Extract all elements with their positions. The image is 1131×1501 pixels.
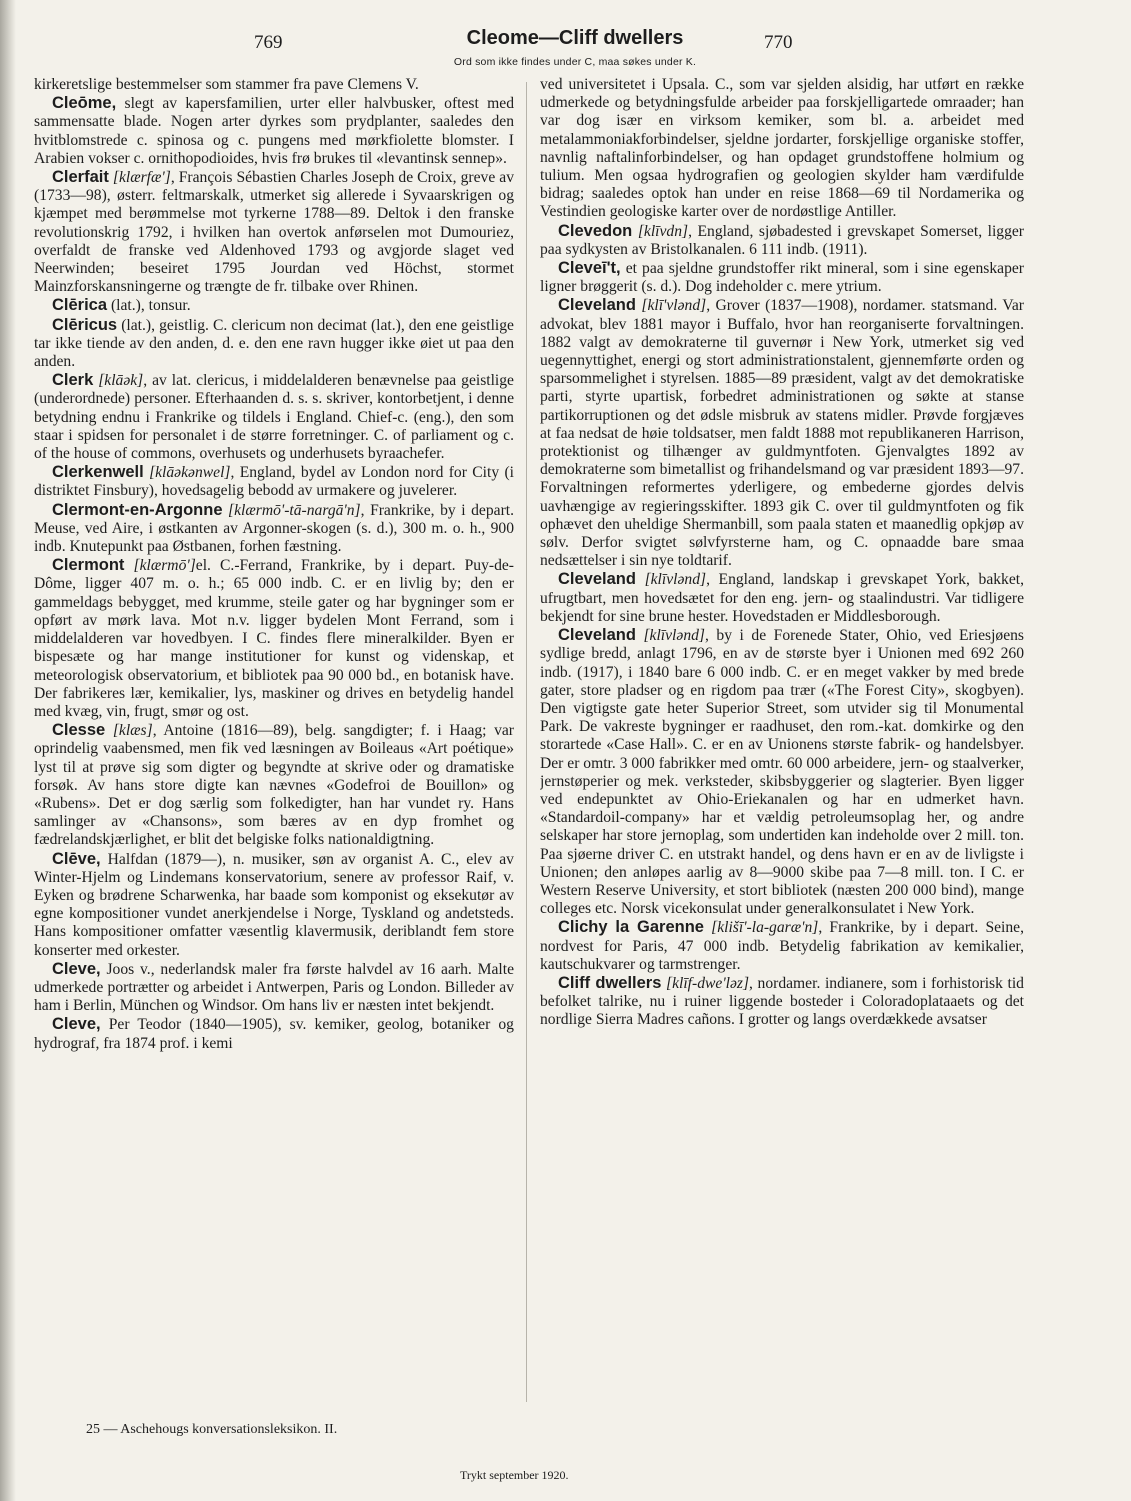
lexicon-entry	[540, 570, 1024, 626]
entry-text: , Antoine (1816—89), belg. sangdigter; f. i Haag; var oprindelig vaabensmed, men fik ved læsningen av Boileaus «Art poétique» lyst til at prøve sig som digter og begyndte at skrive oder og dramatiske forsøk. Av hans store digte kan nævnes «Godefroi de Bouillon» og «Rubens». Det er dog særlig som folkedigter, han har vundet ry. Hans samlinger av «Chansons», som bæres av en dyp fromhet og fædrelandskjærlighet, er blit det belgiske folks nationaldigtning.	[34, 722, 514, 849]
lexicon-entry	[34, 463, 514, 500]
page-number-left: 769	[254, 32, 283, 53]
entry-headword: Clichy la Garenne	[558, 918, 704, 937]
entry-pronunciation: [klærfæ']	[112, 169, 171, 187]
column-footer: 25 — Aschehougs konversationsleksikon. II.	[86, 1422, 338, 1437]
entry-headword: Clēve,	[52, 849, 101, 868]
entry-pronunciation: [klærmō']	[133, 557, 196, 575]
lexicon-entry	[540, 296, 1024, 570]
entry-headword: Cleve,	[52, 1015, 101, 1034]
entry-pronunciation: [klišī'-la-garæ'n]	[711, 919, 819, 937]
lexicon-entry	[34, 850, 514, 960]
entry-text: , nordamer. indianere, som i forhistorisk tid befolket talrike, nu i ruiner liggende bosteder i Coloradoplataaets og det nordlige Sierra Madres cañons. I grotter og langs overdækkede avsatser	[540, 974, 1024, 1029]
entry-headword: Clevedon	[558, 221, 633, 240]
entry-pronunciation: [klāəkənwel]	[149, 464, 231, 482]
entry-headword: Clēricus	[52, 315, 118, 334]
lexicon-entry	[34, 316, 514, 372]
entry-text: Joos v., nederlandsk maler fra første halvdel av 16 aarh. Malte udmerkede portrætter og arbeidet i Antwerpen, Paris og London. Billeder av ham i Berlin, München og Windsor. Om hans liv er næsten intet bekjendt.	[34, 960, 514, 1015]
lexicon-entry	[34, 960, 514, 1016]
lexicon-entry	[540, 222, 1024, 259]
lexicon-entry	[540, 626, 1024, 918]
entry-text: Per Teodor (1840—1905), sv. kemiker, geolog, botaniker og hydrograf, fra 1874 prof. i kemi	[34, 1016, 514, 1052]
entry-pronunciation: [klæs]	[112, 722, 153, 740]
book-gutter-shadow	[0, 0, 16, 1501]
entry-headword: Cleveī't,	[558, 259, 621, 278]
entry-headword: Clerk	[52, 371, 94, 390]
page-number-right: 770	[764, 32, 793, 53]
entry-text: , England, bydel av London nord for City (i distriktet Finsbury), hovedsagelig bebodd av urmakere og juvelerer.	[34, 464, 514, 500]
entry-text: , Grover (1837—1908), nordamer. statsmand. Var advokat, blev 1881 mayor i Buffalo, hvor han reorganiserte forvaltningen. 1882 valgt av demokraterne til guvernør i New York, utmerket sig ved uegennyttighet, energi og stort administrationstalent, gjennemførte orden og sparsommelighet i styrelsen. 1885—89 præsident, valgt av det demokratiske parti, styrte upartisk, forbedret administrationen og søkte at stanse partikorruptionen og det ødsle misbruk av statens midler. Prøvde forgjæves at faa nedsat de høie toldsatser, men faldt 1888 mot republikaneren Harrison, protektionist og tilhænger av guldmyntfoten. Gjenvalgtes 1892 av demokraterne som bimetallist og frihandelsmand og var præsident 1893—97. Forvaltningen reformertes yderligere, og embederne gjordes delvis uavhængige av regieringsskifter. 1893 gik C. over til guldmyntfoten og fik ophævet den uheldige Shermanbill, som paala staten et maanedlig opkjøp av sølv. Derfor svigtet sølvfyrsterne ham, og C. opnaadde bare smaa nedsættelser i sin nye toldtarif.	[540, 297, 1024, 570]
entry-pronunciation: [klīvlənd]	[643, 627, 705, 645]
entry-text: , by i de Forenede Stater, Ohio, ved Eriesjøens sydlige bredd, anlagt 1796, en av de største byer i Unionen med 692 260 indb. (1917), i 1840 bare 6 000 indb. C. er en meget vakker by med brede gater, store pladser og en rigdom paa trær («The Forest City», skogbyen). Den vigtigste gate heter Superior Street, som utvider sig til Monumental Park. De vakreste bygninger er raadhuset, den rom.-kat. domkirke og den storartede «Case Hall». C. er en av Unionens største fabrik- og handelsbyer. Der er omtr. 3 000 fabrikker med omtr. 60 000 arbeidere, jern- og staalverker, jernstøperier og mek. verksteder, skibsbyggerier og slagterier. Byen ligger ved endepunktet av Ohio-Eriekanalen og har en udmerket havn. «Standardoil-company» har et vældig petroleumsoplag her, og andre selskaper har store jernoplag, som undertiden kan indeholde over 2 mill. ton. Paa sjøerne driver C. en utstrakt handel, og dens havn er en av de livligste i Unionen; den anløpes aarlig av 8—9000 skibe paa 7—8 mill. ton. I C. er Western Reserve University, et stort bibliotek (næsten 200 000 bind), mange colleges etc. Norsk vicekonsulat under generalkonsulatet i New York.	[540, 627, 1024, 918]
entry-pronunciation: [klīvdn]	[637, 222, 689, 240]
entry-headword: Cleōme,	[52, 94, 117, 113]
entry-headword: Clermont	[52, 556, 125, 575]
lexicon-entry	[34, 94, 514, 168]
entry-headword: Clerfait	[52, 168, 109, 187]
entry-text: Halfdan (1879—), n. musiker, søn av organist A. C., elev av Winter-Hjelm og Lindemans konservatorium, senere av professor Raif, v. Eyken og brødrene Scharwenka, har baade som komponist og eksekutør av egne kompositioner vundet anerkjendelse i Norge, Tyskland og andetsteds. Hans kompositioner omfatter væsentlig klavermusik, deriblandt fem store konserter med orkester.	[34, 850, 514, 959]
lexicon-entry	[34, 721, 514, 849]
entry-pronunciation: [klīvlənd]	[644, 571, 707, 589]
entry-pronunciation: [klærmō'-tā-nargā'n]	[228, 501, 361, 519]
entry-text: slegt av kapersfamilien, urter eller halvbusker, oftest med sammensatte blade. Nogen arter dyrkes som prydplanter, saaledes den hvitblomstrede c. spinosa og c. pungens med mørkfiolette blomster. I Arabien vokser c. ornithopodioides, hvis frø brukes til «levantinsk sennep».	[34, 95, 514, 167]
lexicon-entry	[540, 259, 1024, 296]
lexicon-entry	[540, 918, 1024, 974]
entry-text: , England, sjøbadested i grevskapet Somerset, ligger paa sydkysten av Bristolkanalen. 6 111 indb. (1911).	[540, 222, 1024, 258]
entry-text: et paa sjeldne grundstoffer rikt mineral, som i sine egenskaper ligner brøggerit (s. d.). Dog indeholder c. mere ytrium.	[540, 260, 1024, 296]
entry-pronunciation: [klāək]	[98, 372, 144, 390]
lexicon-entry	[540, 76, 1024, 222]
entry-text: , England, landskap i grevskapet York, bakket, ufrugtbart, men hovedsætet for den eng. jern- og staalindustri. Var tidligere bekjendt for sine brune hester. Hovedstaden er Middlesborough.	[540, 571, 1024, 625]
print-date: Trykt september 1920.	[460, 1468, 569, 1482]
entry-text: ved universitetet i Upsala. C., som var sjelden alsidig, har utført en række udmerkede og betydningsfulde arbeider paa forskjelligartede omraader; han var dog især en virksom kemiker, som bl. a. arbeidet med metalammoniakforbindelser, sjeldne jordarter, forskjellige organiske stoffer, navnlig naftalinforbindelser, og han opdaget grundstoffene holmium og tulium. Men ogsaa hydrografien og geologien skylder ham værdifulde bidrag; saaledes optok han under en reise 1868—69 til Nordamerika og Vestindien geologiske karter over de nordøstlige Antiller.	[540, 76, 1024, 221]
lexicon-entry	[540, 974, 1024, 1030]
entry-text: , Frankrike, by i depart. Seine, nordvest for Paris, 47 000 indb. Betydelig fabrikation av kemikalier, kautschukvarer og tarmstrenger.	[540, 919, 1024, 973]
entry-headword: Cleve,	[52, 959, 101, 978]
lexicon-entry	[34, 501, 514, 557]
right-column	[540, 76, 1024, 1406]
entry-pronunciation: [klīf-dwe'ləz]	[666, 974, 750, 992]
entry-headword: Cleveland	[558, 626, 636, 645]
lexicon-entry	[34, 1015, 514, 1052]
lexicon-entry	[34, 371, 514, 463]
lexicon-entry	[34, 76, 514, 94]
entry-headword: Cleveland	[558, 570, 636, 589]
entry-text: , Frankrike, by i depart. Meuse, ved Aire, i østkanten av Argonner-skogen (s. d.), 300 m. o. h., 900 indb. Knutepunkt paa Østbanen, forhen fæstning.	[34, 501, 514, 556]
entry-headword: Clerkenwell	[52, 463, 144, 482]
header-note: Ord som ikke findes under C, maa søkes under K.	[453, 56, 697, 68]
entry-text: (lat.), tonsur.	[110, 297, 191, 315]
running-title: Cleome—Cliff dwellers	[466, 27, 684, 49]
lexicon-entry	[34, 556, 514, 721]
entry-text: , François Sébastien Charles Joseph de Croix, greve av (1733—98), østerr. feltmarskalk, utmerket sig allerede i Syvaarskrigen og kjæmpet med berømmelse mot tyrkerne 1788—89. Deltok i den franske revolutionskrig 1792, i hvilken han overtok anførselen mot Dumouriez, overfaldt de franske ved Aldenhoved 1793 og avgjorde slaget ved Neerwinden; beseiret 1795 Jourdan ved Höchst, stormet Mainzforskansningerne og trængte de fr. tilbake over Rhinen.	[34, 169, 514, 296]
entry-headword: Cliff dwellers	[558, 973, 662, 992]
entry-text: , av lat. clericus, i middelalderen benævnelse paa geistlige (underordnede) personer. Efterhaanden d. s. s. skriver, kontorbetjent, i denne betydning endnu i Frankrike og tildels i England. Chief-c. (eng.), den som staar i spidsen for personalet i de større forretninger. C. of parliament og c. of the house of commons, overhusets og underhusets byraachefer.	[34, 372, 514, 463]
entry-text: el. C.-Ferrand, Frankrike, by i depart. Puy-de-Dôme, ligger 407 m. o. h.; 65 000 indb. C. er en livlig by; den er gammeldags bebygget, med krumme, steile gater og har bygninger som er opført av mørk lava. Mot n.v. ligger bydelen Mont Ferrand, som i middelalderen var hovedbyen. I C. findes flere mineralkilder. Byen er bispesæte og har mange institutioner for kunst og videnskap, et meteorologisk observatorium, et bibliotek paa 90 000 bd., en botanisk have. Der fabrikeres lær, kemikalier, lys, maskiner og drives en betydelig handel med kvæg, vin, frugt, smør og ost.	[34, 557, 514, 720]
left-column	[34, 76, 514, 1416]
entry-text: (lat.), geistlig. C. clericum non decimat (lat.), den ene geistlige tar ikke tiende av den anden, d. e. den ene ravn hugger ikke øiet ut paa den anden.	[34, 316, 514, 371]
column-divider	[526, 82, 527, 1402]
entry-headword: Clērica	[52, 296, 108, 315]
lexicon-entry	[34, 296, 514, 315]
page-header	[0, 24, 1131, 76]
entry-pronunciation: [klī'vlənd]	[641, 297, 707, 315]
entry-headword: Clermont-en-Argonne	[52, 500, 223, 519]
lexicon-entry	[34, 168, 514, 296]
entry-headword: Cleveland	[558, 296, 636, 315]
entry-headword: Clesse	[52, 721, 106, 740]
entry-text: kirkeretslige bestemmelser som stammer fra pave Clemens V.	[34, 76, 419, 93]
